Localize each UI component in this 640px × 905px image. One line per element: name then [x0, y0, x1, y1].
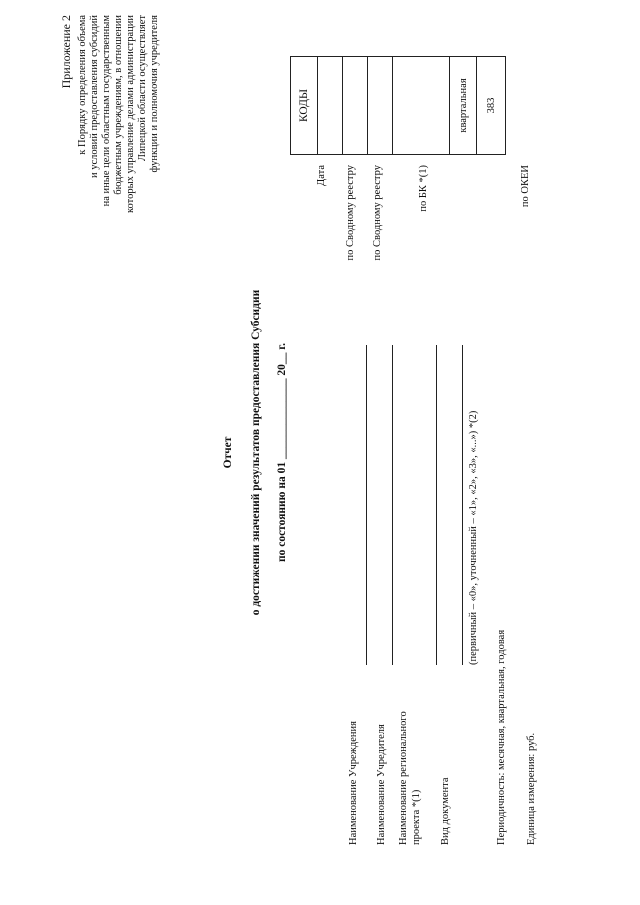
bk-code-cell[interactable] — [393, 57, 450, 155]
founder-fill-line[interactable] — [392, 345, 393, 665]
okei-label: по ОКЕИ — [520, 165, 531, 208]
field-institution-label: Наименование Учреждения — [348, 721, 359, 845]
svod1-code-cell[interactable] — [343, 57, 368, 155]
svod-reestr-label-1: по Сводному реестру — [345, 165, 356, 261]
annex-block — [60, 15, 161, 265]
codes-table — [290, 56, 506, 155]
date-label: Дата — [316, 165, 327, 186]
field-project-label-line1: Наименование регионального — [398, 711, 409, 845]
svod2-code-cell[interactable] — [368, 57, 393, 155]
annex-line: которых управление делами администрации — [125, 15, 137, 214]
annex-line: к Порядку определения объема — [76, 15, 88, 155]
field-founder-label: Наименование Учредителя — [376, 724, 387, 845]
field-project-label-line2: проекта *(1) — [410, 789, 422, 845]
date-code-cell[interactable] — [318, 57, 343, 155]
okei-code-cell: 383 — [477, 57, 506, 155]
codes-header: КОДЫ — [291, 57, 318, 155]
report-title: Отчет — [222, 436, 234, 469]
field-unit-label: Единица измерения: руб. — [526, 732, 537, 845]
annex-line: и условий предоставления субсидий — [88, 15, 100, 178]
doc-type-fill-line[interactable] — [462, 345, 463, 665]
field-project-label — [398, 695, 423, 845]
annex-title: Приложение 2 — [59, 15, 73, 89]
project-fill-line[interactable] — [436, 345, 437, 665]
report-subtitle: о достижении значений результатов предоставления Субсидии — [250, 289, 262, 616]
field-periodicity-label: Периодичность: месячная, квартальная, годовая — [496, 629, 507, 845]
annex-line: Липецкой области осуществляет — [137, 15, 149, 162]
institution-fill-line[interactable] — [366, 345, 367, 665]
annex-line: функции и полномочия учредителя — [149, 15, 161, 173]
annex-line: на иные цели областным государственным — [100, 15, 112, 207]
field-doc-type-label: Вид документа — [440, 777, 451, 845]
periodicity-code-cell: квартальная — [450, 57, 477, 155]
annex-line: бюджетным учреждениям, в отношении — [112, 15, 124, 195]
doc-type-hint: (первичный – «0», уточненный – «1», «2», «3», «...») *(2) — [468, 410, 479, 665]
svod-reestr-label-2: по Сводному реестру — [372, 165, 383, 261]
report-date-line: по состоянию на 01 ______________ 20__ г. — [276, 342, 288, 563]
bk-label: по БК *(1) — [418, 165, 429, 212]
